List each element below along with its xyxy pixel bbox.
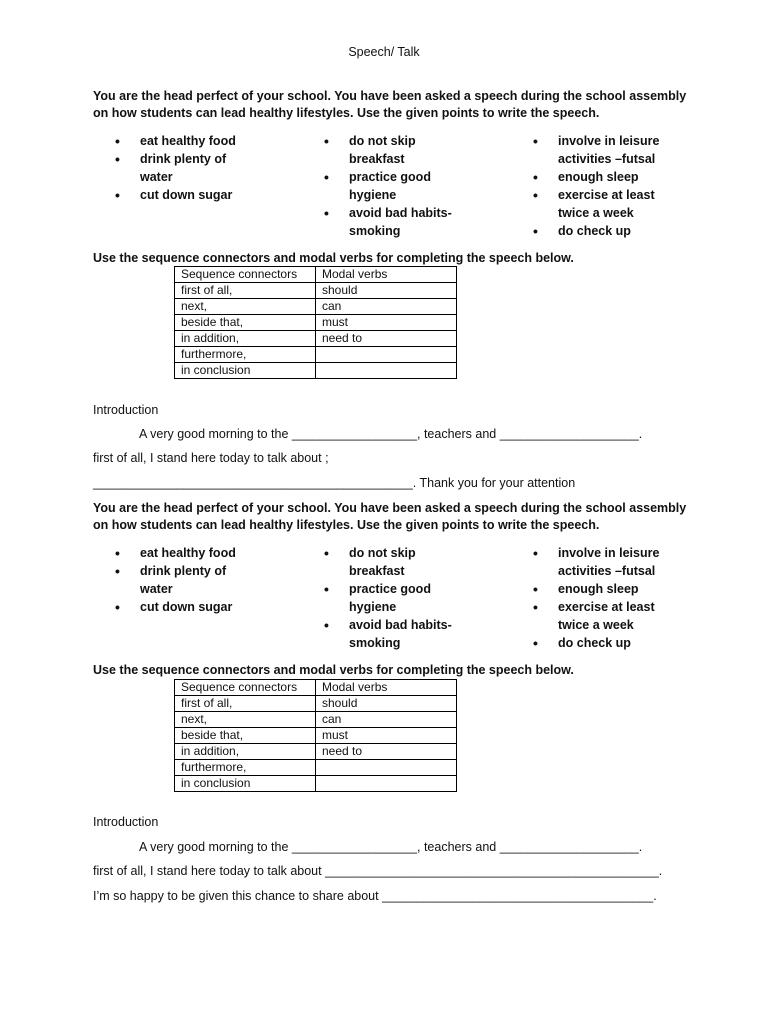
table-cell: must — [316, 728, 457, 744]
table-cell — [316, 776, 457, 792]
points-column-3 — [533, 132, 703, 240]
connectors-table-2 — [174, 679, 457, 792]
point-item: • avoid bad habits- smoking — [324, 204, 459, 240]
table-cell: furthermore, — [175, 347, 316, 363]
speech-line: A very good morning to the __________________, teachers and ____________________. — [139, 840, 643, 854]
table-cell: need to — [316, 331, 457, 347]
table-cell: next, — [175, 299, 316, 315]
speech-line: A very good morning to the __________________, teachers and ____________________. — [139, 427, 643, 441]
table-cell: in conclusion — [175, 363, 316, 379]
table-cell — [316, 347, 457, 363]
point-item: • drink plenty of water — [115, 562, 250, 598]
intro-heading-1: Introduction — [93, 403, 159, 417]
speech-line: first of all, I stand here today to talk about ________________________________________________. — [93, 864, 663, 878]
table-header-cell: Modal verbs — [316, 680, 457, 696]
instruction-1: Use the sequence connectors and modal verbs for completing the speech below. — [93, 251, 574, 265]
table-cell: in addition, — [175, 744, 316, 760]
point-item: • cut down sugar — [115, 186, 250, 204]
table-row — [175, 363, 457, 379]
points-column-1 — [115, 132, 285, 204]
point-item: • do not skip breakfast — [324, 544, 439, 580]
table-header-row — [175, 267, 457, 283]
point-item: • involve in leisure activities –futsal — [533, 132, 668, 168]
prompt-paragraph-1: You are the head perfect of your school. You have been asked a speech during the school assembly on how students can lead healthy lifestyles. Use the given points to write the speech. — [93, 89, 687, 120]
speech-line: I’m so happy to be given this chance to share about _______________________________________. — [93, 889, 657, 903]
table-row — [175, 744, 457, 760]
table-cell: beside that, — [175, 315, 316, 331]
table-header-cell: Sequence connectors — [175, 267, 316, 283]
speech-line: first of all, I stand here today to talk about ; — [93, 451, 329, 465]
table-row — [175, 347, 457, 363]
point-item: • eat healthy food — [115, 132, 250, 150]
table-row — [175, 760, 457, 776]
table-cell: in addition, — [175, 331, 316, 347]
point-item: • involve in leisure activities –futsal — [533, 544, 668, 580]
table-cell: can — [316, 299, 457, 315]
point-item: • do check up — [533, 222, 668, 240]
table-cell: must — [316, 315, 457, 331]
table-row — [175, 712, 457, 728]
point-item: • exercise at least twice a week — [533, 598, 668, 634]
table-cell: first of all, — [175, 283, 316, 299]
instruction-2: Use the sequence connectors and modal verbs for completing the speech below. — [93, 663, 574, 677]
prompt-paragraph-2: You are the head perfect of your school. You have been asked a speech during the school assembly on how students can lead healthy lifestyles. Use the given points to write the speech. — [93, 501, 687, 532]
point-item: • practice good hygiene — [324, 580, 439, 616]
table-header-cell: Modal verbs — [316, 267, 457, 283]
table-row — [175, 283, 457, 299]
table-row — [175, 728, 457, 744]
table-row — [175, 696, 457, 712]
table-row — [175, 299, 457, 315]
point-item: • drink plenty of water — [115, 150, 250, 186]
point-item: • cut down sugar — [115, 598, 250, 616]
point-item: • do check up — [533, 634, 668, 652]
table-header-cell: Sequence connectors — [175, 680, 316, 696]
point-item: • avoid bad habits- smoking — [324, 616, 459, 652]
intro-heading-2: Introduction — [93, 815, 159, 829]
point-item: • eat healthy food — [115, 544, 250, 562]
table-cell: first of all, — [175, 696, 316, 712]
table-row — [175, 331, 457, 347]
point-item: • exercise at least twice a week — [533, 186, 668, 222]
table-row — [175, 315, 457, 331]
table-cell — [316, 363, 457, 379]
table-cell: should — [316, 696, 457, 712]
table-cell: should — [316, 283, 457, 299]
point-item: • enough sleep — [533, 580, 668, 598]
connectors-table-1 — [174, 266, 457, 379]
points-column-3 — [533, 544, 703, 652]
table-cell: next, — [175, 712, 316, 728]
point-item: • enough sleep — [533, 168, 668, 186]
table-cell: in conclusion — [175, 776, 316, 792]
page-title: Speech/ Talk — [348, 45, 420, 59]
table-row — [175, 776, 457, 792]
points-column-2 — [324, 544, 474, 652]
table-cell: furthermore, — [175, 760, 316, 776]
table-cell — [316, 760, 457, 776]
points-column-2 — [324, 132, 474, 240]
point-item: • practice good hygiene — [324, 168, 439, 204]
table-cell: need to — [316, 744, 457, 760]
speech-line: ______________________________________________. Thank you for your attention — [93, 476, 576, 490]
table-header-row — [175, 680, 457, 696]
points-column-1 — [115, 544, 285, 616]
table-cell: can — [316, 712, 457, 728]
table-cell: beside that, — [175, 728, 316, 744]
point-item: • do not skip breakfast — [324, 132, 439, 168]
